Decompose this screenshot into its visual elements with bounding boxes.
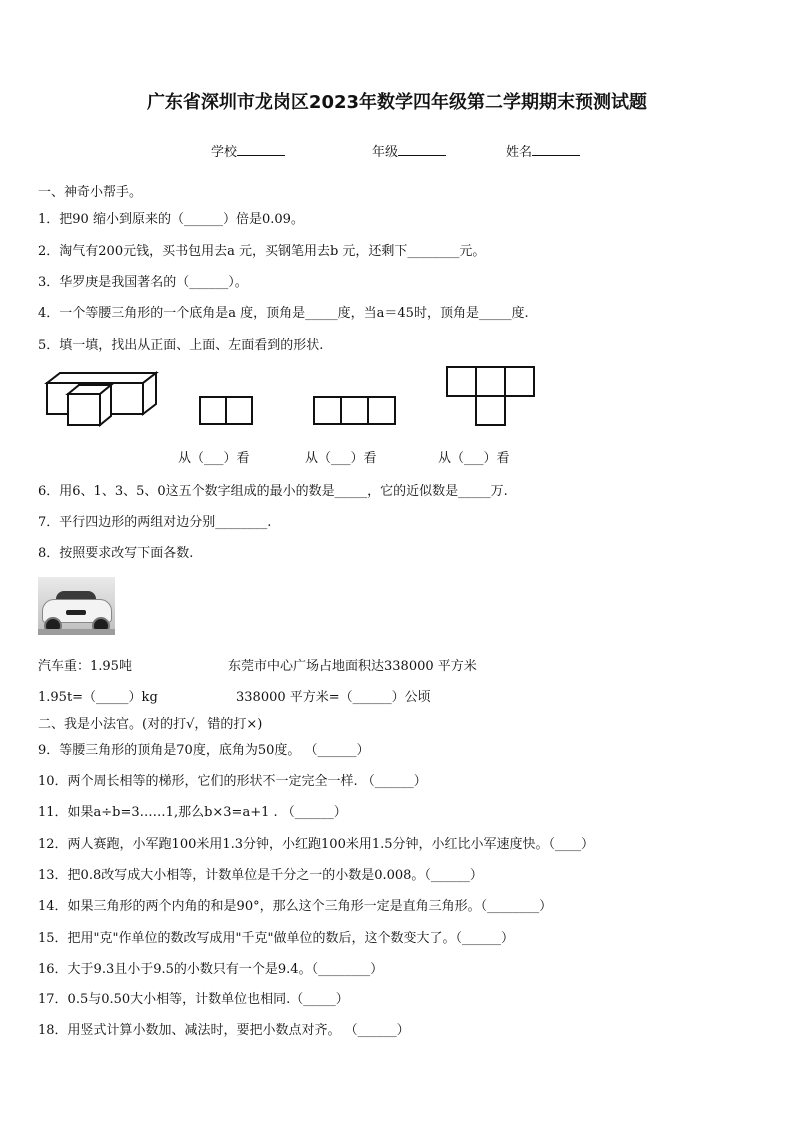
car-photo [38, 577, 115, 635]
question-9: 9．等腰三角形的顶角是70度，底角为50度。 （______） [38, 743, 370, 758]
cube-stack-figure [44, 370, 160, 428]
convert-kg-blank: 1.95t=（_____）kg [38, 690, 158, 705]
question-8: 8．按照要求改写下面各数. [38, 546, 194, 561]
view-shape-c [446, 366, 536, 428]
view-label-1: 从（___）看 [178, 451, 250, 466]
question-4: 4．一个等腰三角形的一个底角是a 度，顶角是_____度，当a＝45时，顶角是_____度. [38, 306, 529, 321]
question-3: 3．华罗庚是我国著名的（______）。 [38, 275, 248, 290]
name-blank[interactable] [532, 143, 580, 156]
question-13: 13．把0.8改写成大小相等，计数单位是千分之一的小数是0.008。（______） [38, 868, 483, 883]
question-18: 18．用竖式计算小数加、减法时，要把小数点对齐。 （______） [38, 1023, 410, 1038]
convert-hectare-blank: 338000 平方米=（______）公顷 [236, 690, 431, 705]
grade-label: 年级 [372, 145, 399, 160]
grade-field [372, 141, 446, 160]
school-blank[interactable] [237, 143, 285, 156]
question-2: 2．淘气有200元钱，买书包用去a 元，买钢笔用去b 元，还剩下________元。 [38, 244, 486, 259]
view-shape-b [313, 396, 397, 426]
question-10: 10．两个周长相等的梯形，它们的形状不一定完全一样. （______） [38, 774, 427, 789]
name-field [506, 141, 580, 160]
grade-blank[interactable] [398, 143, 446, 156]
question-11: 11．如果a÷b=3……1,那么b×3=a+1 . （______） [38, 805, 347, 820]
view-label-3: 从（___）看 [438, 451, 510, 466]
question-7: 7．平行四边形的两组对边分别________. [38, 515, 272, 530]
view-shape-a [199, 396, 255, 426]
question-16: 16．大于9.3且小于9.5的小数只有一个是9.4。（________） [38, 962, 384, 977]
view-label-2: 从（___）看 [305, 451, 377, 466]
question-14: 14．如果三角形的两个内角的和是90°，那么这个三角形一定是直角三角形。（________） [38, 899, 553, 914]
question-5: 5．填一填，找出从正面、上面、左面看到的形状. [38, 338, 324, 353]
question-6: 6．用6、1、3、5、0这五个数字组成的最小的数是_____，它的近似数是_____万. [38, 484, 508, 499]
question-17: 17．0.5与0.50大小相等，计数单位也相同.（_____） [38, 992, 349, 1007]
name-label: 姓名 [506, 145, 533, 160]
section-heading-1: 一、神奇小帮手。 [38, 185, 143, 200]
question-15: 15．把用"克"作单位的数改写成用"千克"做单位的数后，这个数变大了。（______） [38, 931, 514, 946]
question-1: 1．把90 缩小到原来的（______）倍是0.09。 [38, 212, 304, 227]
section-heading-2: 二、我是小法官。(对的打√，错的打×) [38, 717, 263, 732]
plaza-area-text: 东莞市中心广场占地面积达338000 平方米 [228, 659, 477, 674]
question-12: 12．两人赛跑，小军跑100米用1.3分钟，小红跑100米用1.5分钟，小红比小军速度快。（____） [38, 837, 595, 852]
school-field [211, 141, 285, 160]
school-label: 学校 [211, 145, 238, 160]
page-title: 广东省深圳市龙岗区2023年数学四年级第二学期期末预测试题 [146, 92, 648, 113]
car-weight-text: 汽车重：1.95吨 [38, 659, 132, 674]
